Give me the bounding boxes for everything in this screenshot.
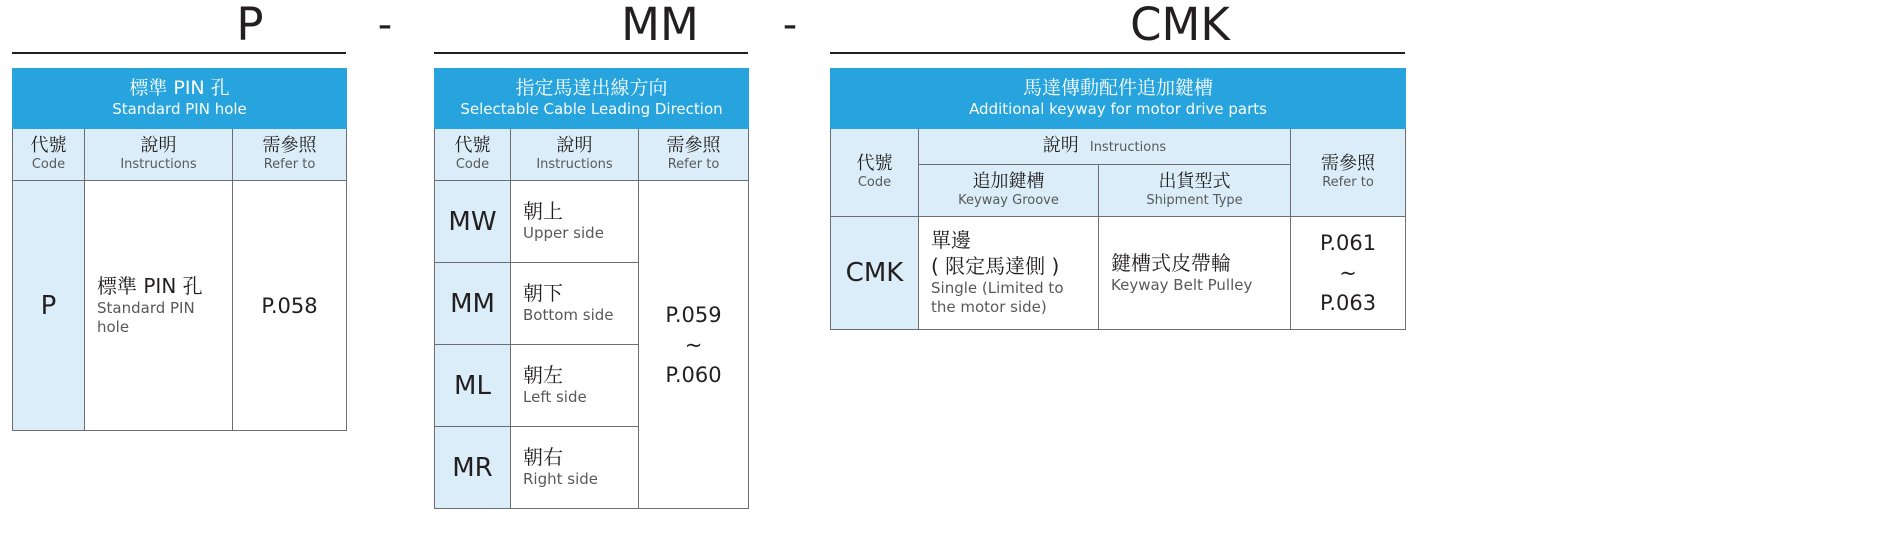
column-header-refer-cn: 需參照	[262, 135, 317, 156]
cell-description-p	[85, 181, 233, 431]
separator-dash-1: -	[377, 2, 393, 48]
cell-description-mr	[511, 427, 639, 509]
header-title-cn: 標準 PIN 孔	[129, 77, 230, 99]
cell-code-ml: ML	[435, 345, 511, 427]
code-heading-mm: MM	[621, 0, 699, 51]
header-title-cn: 指定馬達出線方向	[515, 77, 668, 99]
column-header-instructions-en: Instructions	[536, 157, 613, 172]
column-header-refer-en: Refer to	[667, 157, 720, 172]
column-header-instructions	[85, 129, 233, 181]
column-header-refer-en: Refer to	[1322, 175, 1374, 190]
code-heading-cmk: CMK	[1130, 0, 1230, 51]
table-header-additional-keyway	[831, 69, 1406, 129]
column-header-shipment-type-en: Shipment Type	[1146, 193, 1243, 208]
refer-line-3: P.060	[665, 362, 722, 387]
column-header-instructions	[511, 129, 639, 181]
cell-description-mr-en: Right side	[523, 470, 598, 488]
cell-code-cmk: CMK	[831, 217, 919, 330]
column-header-shipment-type	[1099, 165, 1291, 217]
column-header-refer-cn: 需參照	[1321, 153, 1376, 174]
separator-dash-2: -	[782, 2, 798, 48]
cell-description-p-cn: 標準 PIN 孔	[97, 273, 203, 298]
column-header-refer	[1291, 129, 1406, 217]
cell-description-mm-cn: 朝下	[523, 281, 563, 305]
cell-description-p-en: Standard PIN hole	[97, 298, 195, 336]
rule-under-mm	[434, 52, 748, 54]
cell-code-mm: MM	[435, 263, 511, 345]
header-title-en: Standard PIN hole	[112, 100, 247, 118]
column-header-code-en: Code	[857, 175, 892, 190]
table-additional-keyway	[830, 68, 1406, 330]
column-header-refer	[639, 129, 749, 181]
cell-shipment-type-cn: 鍵槽式皮帶輪	[1111, 250, 1231, 275]
column-header-code	[831, 129, 919, 217]
column-header-shipment-type-cn: 出貨型式	[1158, 171, 1231, 192]
cell-refer-cmk	[1291, 217, 1406, 330]
code-heading-row	[0, 0, 1887, 52]
cell-keyway-groove-en: Single (Limited to the motor side)	[931, 279, 1064, 316]
header-title-en: Additional keyway for motor drive parts	[969, 100, 1267, 118]
rule-under-cmk	[830, 52, 1405, 54]
table-cable-leading-direction	[434, 68, 749, 509]
cell-shipment-type-en: Keyway Belt Pulley	[1111, 275, 1253, 294]
code-heading-p: P	[236, 0, 264, 51]
table-row	[13, 181, 347, 431]
column-header-code-en: Code	[455, 157, 490, 172]
cell-refer-cable-direction	[639, 181, 749, 509]
column-header-code	[435, 129, 511, 181]
table-header-cable-direction	[435, 69, 749, 129]
rule-under-p	[12, 52, 346, 54]
cell-description-mw-en: Upper side	[523, 224, 604, 242]
refer-line-2: ~	[684, 332, 703, 357]
column-header-instructions	[919, 129, 1291, 165]
cell-description-mw-cn: 朝上	[523, 199, 563, 223]
column-header-refer-cn: 需參照	[666, 135, 721, 156]
cell-description-mm-en: Bottom side	[523, 306, 614, 324]
table-row	[831, 217, 1406, 330]
cell-description-ml-en: Left side	[523, 388, 587, 406]
cell-keyway-groove-cn-line2: ( 限定馬達側 )	[931, 254, 1060, 278]
column-header-code-cn: 代號	[454, 135, 491, 156]
column-header-code-cn: 代號	[856, 153, 893, 174]
refer-line-1: P.061	[1319, 231, 1377, 255]
column-header-instructions-en: Instructions	[120, 157, 197, 172]
table-header-standard-pin	[13, 69, 347, 129]
column-header-code	[13, 129, 85, 181]
cell-code-mw: MW	[435, 181, 511, 263]
cell-refer-p: P.058	[233, 181, 347, 431]
refer-line-3: P.063	[1319, 291, 1377, 315]
column-header-instructions-cn: 說明	[556, 135, 593, 156]
table-row	[435, 181, 749, 263]
column-header-keyway-groove	[919, 165, 1099, 217]
column-header-code-cn: 代號	[30, 135, 67, 156]
cell-code-p: P	[13, 181, 85, 431]
column-header-keyway-groove-en: Keyway Groove	[958, 193, 1059, 208]
table-standard-pin-hole	[12, 68, 347, 431]
cell-description-mr-cn: 朝右	[523, 445, 563, 469]
cell-description-ml	[511, 345, 639, 427]
cell-description-mw	[511, 181, 639, 263]
column-header-instructions-en: Instructions	[1089, 140, 1167, 155]
column-header-refer-en: Refer to	[263, 157, 316, 172]
header-title-en: Selectable Cable Leading Direction	[460, 100, 723, 118]
cell-keyway-groove-cn-line1: 單邊	[931, 228, 971, 252]
cell-shipment-type-cmk	[1099, 217, 1291, 330]
column-header-instructions-cn: 說明	[140, 135, 177, 156]
column-header-refer	[233, 129, 347, 181]
cell-description-ml-cn: 朝左	[523, 363, 563, 387]
cell-code-mr: MR	[435, 427, 511, 509]
refer-line-1: P.059	[665, 302, 722, 327]
cell-keyway-groove-cmk	[919, 217, 1099, 330]
cell-description-mm	[511, 263, 639, 345]
header-title-cn: 馬達傳動配件追加鍵槽	[1023, 77, 1214, 99]
column-header-instructions-cn: 說明	[1042, 135, 1079, 156]
column-header-keyway-groove-cn: 追加鍵槽	[972, 171, 1045, 192]
column-header-code-en: Code	[31, 157, 66, 172]
refer-line-2: ~	[1339, 261, 1357, 285]
